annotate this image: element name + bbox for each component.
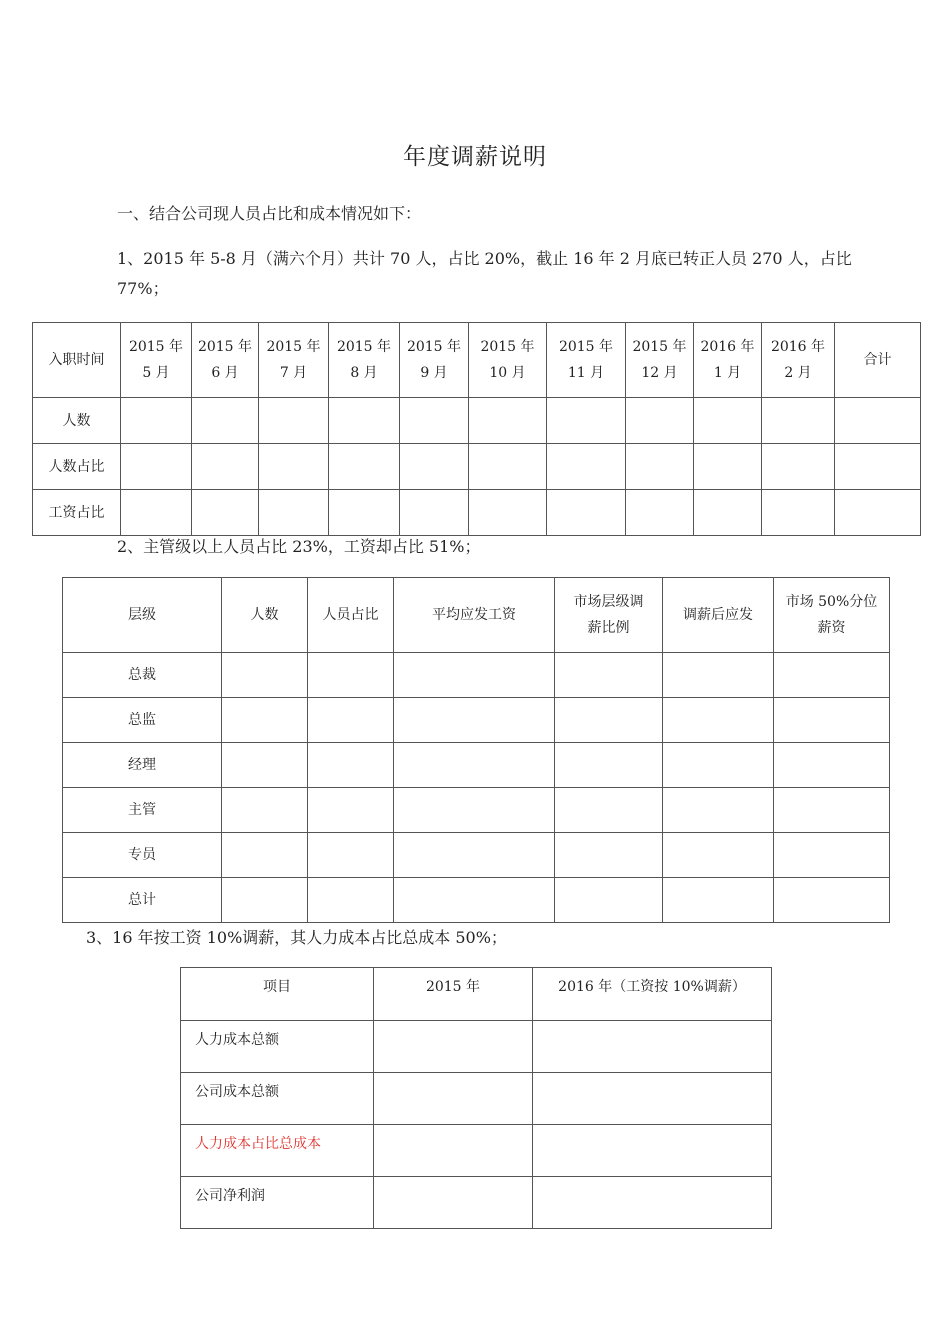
- table-cell[interactable]: [663, 878, 774, 923]
- table-cell[interactable]: [308, 743, 394, 788]
- header-cell: 项目: [181, 968, 374, 1021]
- point-3: 3、16 年按工资 10%调薪，其人力成本占比总成本 50%；: [86, 928, 507, 947]
- table-cell[interactable]: [308, 788, 394, 833]
- table-cell[interactable]: [762, 398, 835, 444]
- table-cell[interactable]: [222, 653, 308, 698]
- header-cell: 2015 年 7 月: [259, 323, 329, 398]
- table-cell[interactable]: [555, 878, 663, 923]
- table-cell[interactable]: [762, 444, 835, 490]
- level-table: [62, 577, 890, 923]
- table-cell[interactable]: [400, 398, 469, 444]
- table-cell[interactable]: [469, 490, 547, 536]
- header-cell: 2015 年 8 月: [329, 323, 400, 398]
- header-cell: 2016 年 1 月: [694, 323, 762, 398]
- table-cell[interactable]: [555, 743, 663, 788]
- table-row: [63, 788, 890, 833]
- header-cell: 合计: [835, 323, 921, 398]
- table-cell[interactable]: [400, 490, 469, 536]
- table-cell[interactable]: [329, 490, 400, 536]
- cost-table: [180, 967, 772, 1229]
- header-cell: 市场 50%分位 薪资: [774, 578, 890, 653]
- table-cell[interactable]: [469, 444, 547, 490]
- table-cell[interactable]: [694, 444, 762, 490]
- table-cell[interactable]: [555, 788, 663, 833]
- row-label: 总裁: [63, 653, 222, 698]
- table-cell[interactable]: [547, 490, 626, 536]
- table-cell[interactable]: [222, 788, 308, 833]
- table-cell[interactable]: [469, 398, 547, 444]
- row-label: 人数占比: [33, 444, 121, 490]
- table-row: [181, 1177, 772, 1229]
- hire-date-table: [32, 322, 921, 536]
- header-cell: 2015 年 5 月: [121, 323, 192, 398]
- table-cell[interactable]: [222, 878, 308, 923]
- header-cell: 2015 年: [374, 968, 533, 1021]
- table-cell[interactable]: [400, 444, 469, 490]
- table-cell[interactable]: [694, 398, 762, 444]
- table-cell[interactable]: [533, 1125, 772, 1177]
- table-cell[interactable]: [121, 490, 192, 536]
- table-cell[interactable]: [259, 444, 329, 490]
- header-cell: 2016 年（工资按 10%调薪）: [533, 968, 772, 1021]
- table-row: [181, 1125, 772, 1177]
- table-cell[interactable]: [533, 1073, 772, 1125]
- row-label: 总计: [63, 878, 222, 923]
- point-1-line-1: 1、2015 年 5-8 月（满六个月）共计 70 人，占比 20%，截止 16 年 2 月底已转正人员 270 人，占比: [117, 249, 852, 268]
- table-cell[interactable]: [663, 788, 774, 833]
- page-title: 年度调薪说明: [403, 144, 547, 170]
- table-cell[interactable]: [547, 444, 626, 490]
- table-cell[interactable]: [259, 490, 329, 536]
- table-cell[interactable]: [555, 653, 663, 698]
- table-row: [181, 1021, 772, 1073]
- header-cell: 2015 年 10 月: [469, 323, 547, 398]
- table-cell[interactable]: [835, 444, 921, 490]
- row-label: 公司成本总额: [181, 1073, 374, 1125]
- table-cell[interactable]: [192, 398, 259, 444]
- row-label: 主管: [63, 788, 222, 833]
- table-row: [63, 743, 890, 788]
- table-cell[interactable]: [394, 653, 555, 698]
- table-cell[interactable]: [555, 833, 663, 878]
- header-cell: 人员占比: [308, 578, 394, 653]
- table-row: [63, 698, 890, 743]
- table-cell[interactable]: [222, 698, 308, 743]
- table-cell[interactable]: [222, 833, 308, 878]
- table-cell[interactable]: [547, 398, 626, 444]
- row-label: 专员: [63, 833, 222, 878]
- table-cell[interactable]: [394, 698, 555, 743]
- table-cell[interactable]: [774, 653, 890, 698]
- header-cell: 入职时间: [33, 323, 121, 398]
- table-cell[interactable]: [774, 788, 890, 833]
- header-cell: 层级: [63, 578, 222, 653]
- table-cell[interactable]: [121, 444, 192, 490]
- header-cell: 2016 年 2 月: [762, 323, 835, 398]
- header-cell: 2015 年 9 月: [400, 323, 469, 398]
- table-cell[interactable]: [533, 1177, 772, 1229]
- table-row: [181, 1073, 772, 1125]
- point-2: 2、主管级以上人员占比 23%，工资却占比 51%；: [117, 537, 481, 556]
- row-label: 工资占比: [33, 490, 121, 536]
- table-cell[interactable]: [192, 444, 259, 490]
- table-row: [63, 653, 890, 698]
- table-cell[interactable]: [533, 1021, 772, 1073]
- table-cell[interactable]: [259, 398, 329, 444]
- table-cell[interactable]: [663, 653, 774, 698]
- table-cell[interactable]: [394, 833, 555, 878]
- header-cell: 2015 年 11 月: [547, 323, 626, 398]
- header-cell: 2015 年 6 月: [192, 323, 259, 398]
- table-row: [63, 878, 890, 923]
- table-cell[interactable]: [626, 398, 694, 444]
- table-row: [33, 398, 921, 444]
- table-cell[interactable]: [374, 1021, 533, 1073]
- table-cell[interactable]: [192, 490, 259, 536]
- row-label: 人数: [33, 398, 121, 444]
- row-label: 总监: [63, 698, 222, 743]
- row-label: 公司净利润: [181, 1177, 374, 1229]
- table-header-row: [33, 323, 921, 398]
- table-cell[interactable]: [374, 1073, 533, 1125]
- row-label-highlighted: 人力成本占比总成本: [181, 1125, 374, 1177]
- table-cell[interactable]: [374, 1125, 533, 1177]
- table-row: [33, 490, 921, 536]
- table-header-row: [63, 578, 890, 653]
- table-header-row: [181, 968, 772, 1021]
- header-cell: 2015 年 12 月: [626, 323, 694, 398]
- table-cell[interactable]: [555, 698, 663, 743]
- header-cell: 人数: [222, 578, 308, 653]
- table-cell[interactable]: [329, 398, 400, 444]
- table-row: [33, 444, 921, 490]
- header-cell: 调薪后应发: [663, 578, 774, 653]
- table-cell[interactable]: [394, 878, 555, 923]
- table-cell[interactable]: [394, 743, 555, 788]
- table-cell[interactable]: [663, 833, 774, 878]
- table-cell[interactable]: [308, 653, 394, 698]
- table-cell[interactable]: [774, 878, 890, 923]
- table-cell[interactable]: [308, 833, 394, 878]
- table-cell[interactable]: [835, 398, 921, 444]
- table-cell[interactable]: [774, 743, 890, 788]
- table-cell[interactable]: [774, 698, 890, 743]
- table-cell[interactable]: [774, 833, 890, 878]
- point-1-line-2: 77%；: [117, 279, 169, 298]
- table-cell[interactable]: [694, 490, 762, 536]
- table-cell[interactable]: [222, 743, 308, 788]
- table-cell[interactable]: [626, 490, 694, 536]
- table-cell[interactable]: [374, 1177, 533, 1229]
- table-cell[interactable]: [394, 788, 555, 833]
- table-cell[interactable]: [835, 490, 921, 536]
- table-row: [63, 833, 890, 878]
- row-label: 人力成本总额: [181, 1021, 374, 1073]
- section-heading: 一、结合公司现人员占比和成本情况如下：: [117, 204, 422, 223]
- table-cell[interactable]: [762, 490, 835, 536]
- table-cell[interactable]: [626, 444, 694, 490]
- table-cell[interactable]: [121, 398, 192, 444]
- table-cell[interactable]: [663, 698, 774, 743]
- table-cell[interactable]: [308, 698, 394, 743]
- table-cell[interactable]: [329, 444, 400, 490]
- header-cell: 市场层级调 薪比例: [555, 578, 663, 653]
- table-cell[interactable]: [663, 743, 774, 788]
- table-cell[interactable]: [308, 878, 394, 923]
- header-cell: 平均应发工资: [394, 578, 555, 653]
- row-label: 经理: [63, 743, 222, 788]
